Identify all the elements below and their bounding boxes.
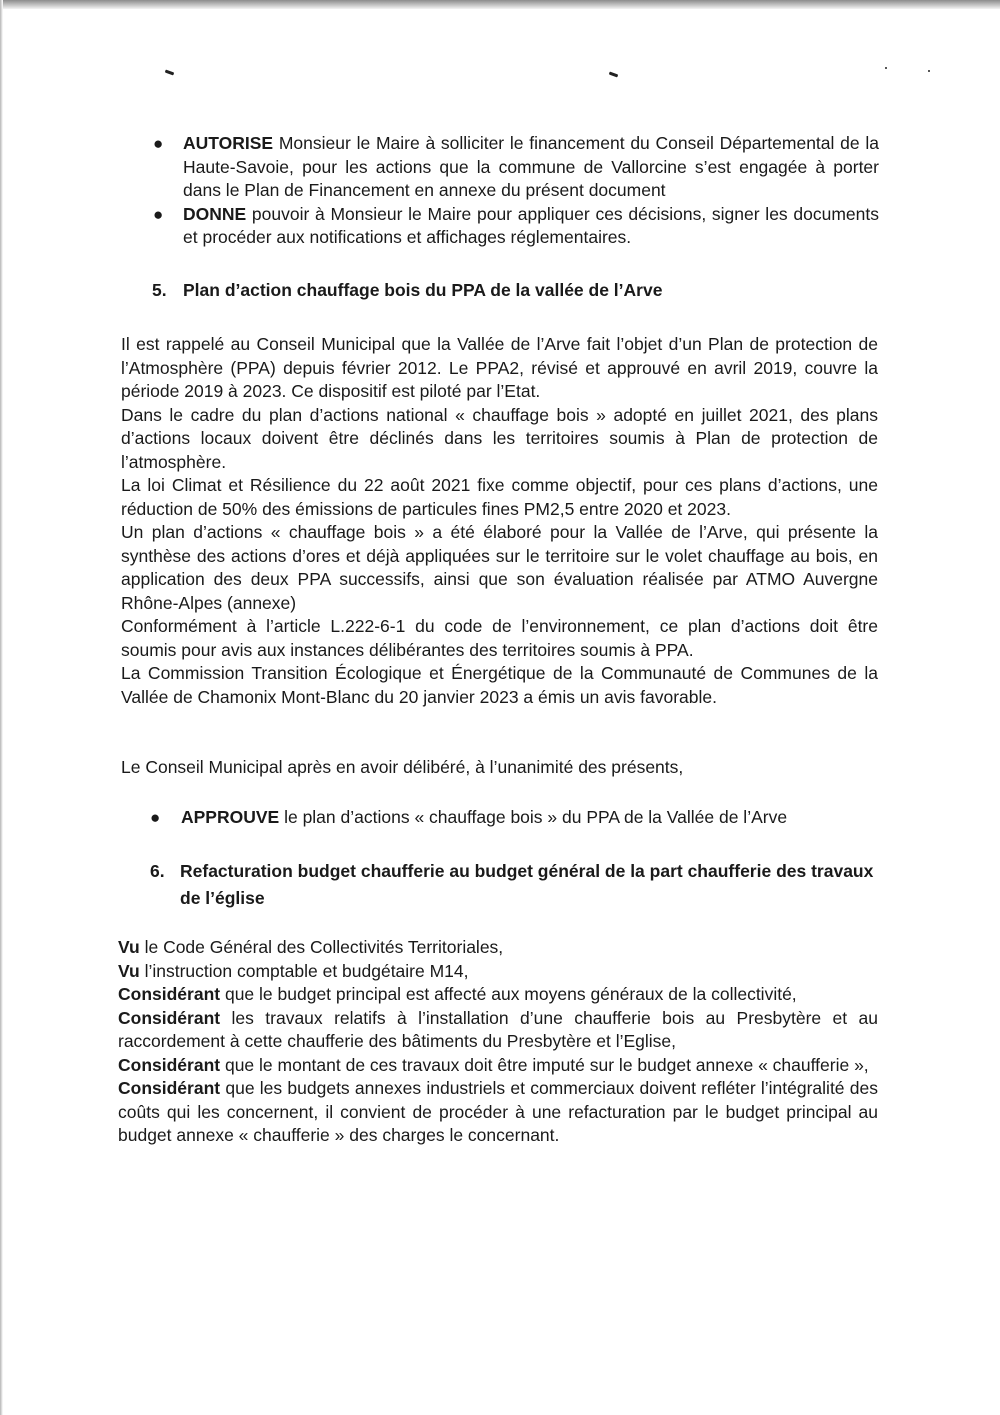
decision-keyword: APPROUVE (181, 807, 280, 827)
list-item (0, 806, 881, 830)
decision-text: pouvoir à Monsieur le Maire pour appliquer ces décisions, signer les documents et procéder aux notifications et affichages réglementaires. (183, 203, 879, 247)
decision-text: le plan d’actions « chauffage bois » du PPA de la Vallée de l’Arve (279, 807, 788, 827)
paragraph: Conformément à l’article L.222-6-1 du code de l’environnement, ce plan d’actions doit être soumis pour avis aux instances délibérantes des territoires soumis à PPA. (121, 616, 878, 660)
list-item (0, 203, 879, 250)
paragraph-text: que le budget principal est affecté aux moyens généraux de la collectivité, (220, 984, 797, 1004)
list-item (0, 132, 879, 203)
section-number: 5. (152, 280, 167, 300)
bullet-icon: ● (153, 204, 164, 224)
council-statement (121, 756, 878, 780)
paragraph-keyword: Considérant (118, 984, 221, 1004)
paragraph (118, 960, 878, 984)
paragraph-keyword: Considérant (118, 1007, 221, 1028)
paragraph: Le Conseil Municipal après en avoir délibéré, à l’unanimité des présents, (121, 757, 684, 777)
section-6-body (118, 936, 878, 1148)
paragraph: Dans le cadre du plan d’actions national « chauffage bois » adopté en juillet 2021, des plans d’actions locaux doivent être déclinés dans les territoires soumis à Plan de protection de l’atmosphère. (121, 404, 878, 472)
paragraph: La loi Climat et Résilience du 22 août 2021 fixe comme objectif, pour ces plans d’actions, une réduction de 50% des émissions de particules fines PM2,5 entre 2020 et 2023. (121, 475, 878, 519)
paragraph-text: que les budgets annexes industriels et commerciaux doivent refléter l’intégralité des coûts qui les concernent, il convient de procéder à une refacturation par le budget principal au budget annexe « chaufferie » des charges le concernant. (118, 1078, 878, 1145)
decision-list-top (0, 132, 1000, 250)
paragraph (118, 1007, 878, 1054)
paragraph (118, 983, 878, 1007)
paragraph-keyword: Considérant (118, 1078, 221, 1098)
paragraph: Il est rappelé au Conseil Municipal que la Vallée de l’Arve fait l’objet d’un Plan de protection de l’Atmosphère (PPA) depuis février 2012. Le PPA2, révisé et approuvé en avril 2019, couvre la période 2019 à 2023. Ce dispositif est piloté par l’Etat. (121, 334, 878, 401)
section-title: de l’église (180, 888, 265, 908)
paragraph (118, 936, 878, 960)
section-title: Plan d’action chauffage bois du PPA de la vallée de l’Arve (183, 280, 663, 300)
section-number: 6. (150, 861, 165, 881)
section-5-body (121, 333, 878, 709)
bullet-icon: ● (153, 134, 164, 153)
paragraph-text: l’instruction comptable et budgétaire M14, (139, 960, 469, 981)
paragraph-keyword: Vu (118, 937, 140, 957)
paragraph-keyword: Considérant (118, 1054, 221, 1075)
paragraph (118, 1077, 878, 1148)
section-title: Refacturation budget chaufferie au budget général de la part chaufferie des travaux (180, 861, 874, 881)
paragraph-text: le Code Général des Collectivités Territoriales, (139, 937, 504, 957)
paragraph: Un plan d’actions « chauffage bois » a été élaboré pour la Vallée de l’Arve, qui présente la synthèse des actions d’ores et déjà appliquées sur le territoire sur le volet chauffage au bois, en application des deux PPA successifs, ainsi que son évaluation réalisée par ATMO Auvergne Rhône-Alpes (annexe) (121, 522, 878, 613)
decision-keyword: AUTORISE (183, 133, 274, 153)
paragraph: La Commission Transition Écologique et Énergétique de la Communauté de Communes de la Vallée de Chamonix Mont-Blanc du 20 janvier 2023 a émis un avis favorable. (121, 663, 878, 707)
decision-keyword: DONNE (183, 203, 247, 224)
decision-list-section-5 (0, 806, 1000, 830)
bullet-icon: ● (150, 808, 161, 827)
decision-text: Monsieur le Maire à solliciter le financement du Conseil Départemental de la Haute-Savoie, pour les actions que la commune de Vallorcine s’est engagée à porter dans le Plan de Financement en annexe du présent document (183, 133, 879, 200)
paragraph-text: les travaux relatifs à l’installation d’une chaufferie bois au Presbytère et au raccordement à cette chaufferie des bâtiments du Presbytère et l’Eglise, (118, 1007, 878, 1051)
paragraph-keyword: Vu (118, 960, 140, 981)
paragraph-text: que le montant de ces travaux doit être imputé sur le budget annexe « chaufferie », (220, 1054, 869, 1075)
paragraph (118, 1054, 878, 1078)
